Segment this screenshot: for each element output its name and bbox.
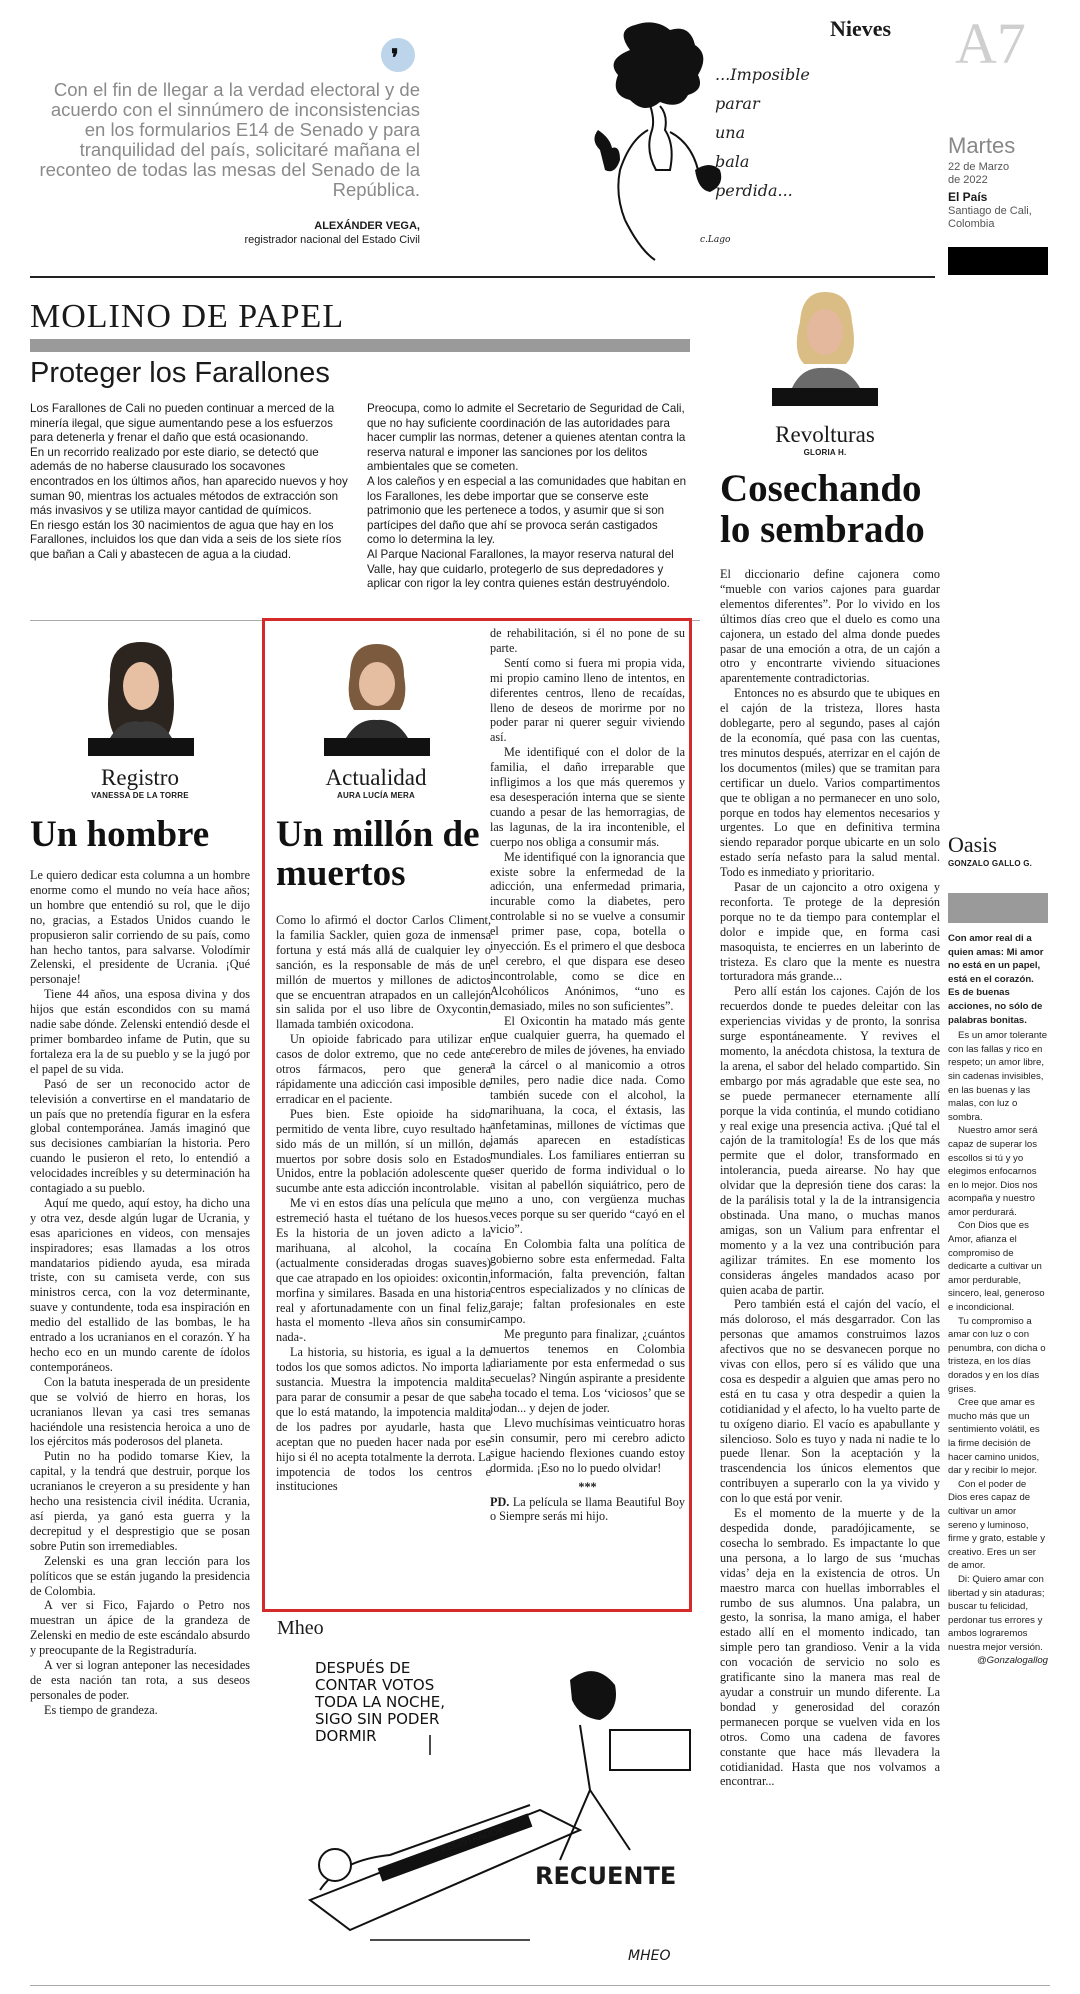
paragraph: A los caleños y en especial a las comunidades que habitan en los Farallones, les debe importar que se conserve este patrimonio que les pertenece a todos, y asumir que si son partícipes del daño que ahí se provoca serán castigados como lo determina la ley. [367, 474, 687, 547]
paragraph: Con el poder de Dios eres capaz de cultivar un amor sereno y luminoso, firme y grato, estable y creativo. Eres un ser de amor. [948, 1478, 1046, 1572]
paragraph: Aquí me quedo, aquí estoy, ha dicho una y otra vez, desde algún lugar de Ucrania, y esas apariciones en videos, con mensajes inspiradores; esas llamadas a los otros mandatarios pidiendo ayuda, esa mirada triste, con su camiseta verde, con sus ministros cerca, con la voz determinante, suave y contundente, toda esa inspiración en medio del estallido de las bombas, le ha entrado a los ucranianos en el corazón. Y ha hecho eco en un mundo carente de ídolos contemporáneos. [30, 1195, 250, 1374]
paragraph: de rehabilitación, si él no pone de su parte. [490, 626, 685, 655]
paragraph: Como lo afirmó el doctor Carlos Climent, la familia Sackler, quien goza de inmensa fortuna y está más allá de cualquier ley o sanción, es la responsable de más de un millón de muertos y millones de adictos que se encuentran atrapados en un callejón sin salida por el uso libre de Oxycontin, llamada también oxicodona. [276, 913, 491, 1032]
molino-gray-bar [30, 339, 690, 352]
paragraph: Con Dios que es Amor, afianza el compromiso de dedicarte a cultivar un amor perdurable, sincero, leal, generoso e incondicional. [948, 1220, 1045, 1314]
cartoon-sign: RECUENTE [535, 1862, 677, 1890]
column-name: Oasis [948, 832, 997, 857]
date: 22 de Marzo de 2022 [948, 161, 1010, 186]
day: Martes [948, 133, 1016, 158]
cartoon-title: Mheo [277, 1617, 324, 1639]
city: Santiago de Cali, Colombia [948, 205, 1032, 230]
column-author: GLORIA H. [803, 448, 847, 457]
cartoon-speech: DESPUÉS DE CONTAR VOTOS TODA LA NOCHE, SIGO SIN PODER DORMIR [315, 1659, 446, 1745]
column-author: AURA LUCÍA MERA [337, 791, 415, 800]
molino-col2 [367, 402, 687, 592]
black-box [948, 247, 1048, 275]
paragraph: Al Parque Nacional Farallones, la mayor reserva natural del Valle, hay que cuidarlo, protegerlo de sus depredadores y aplicar con rigor la ley contra quienes están destruyéndolo. [367, 547, 674, 591]
paragraph: A ver si Fico, Fajardo o Petro nos muestran un ápice de la grandeza de Zelenski en medio de este escándalo absurdo y preocupante de la Registraduría. [30, 1598, 250, 1658]
paragraph: Preocupa, como lo admite el Secretario de Seguridad de Cali, que no hay suficiente coordinación de las autoridades para hacer cumplir las normas, detener a quienes atentan contra la reserva natural e imponer las sanciones por los delitos ambientales que se cometen. [367, 402, 686, 474]
paragraph: Zelenski es una gran lección para los políticos que se están jugando la presidencia de Colombia. [30, 1553, 250, 1598]
paragraph: Me identifiqué con el dolor de la familia, el daño irreparable que infligimos a los que más queremos y esa desesperación interna que se siente cuando a pesar de las hemorragias, de las lagunas, de la ira incontenible, el cuerpo nos obliga a consumir más. [490, 745, 685, 849]
paragraph: Es el momento de la muerte y de la despedida donde, paradójicamente, se cosecha lo sembrado. Es impactante lo que una persona, a lo largo de sus ‘muchas vidas’ deja en la existencia de otros. Un maestro marca con huellas imborrables el rumbo de sus alumnos. Una palabra, un gesto, la sonrisa, la mano amiga, el haber estado allí en el momento indicado, tan simple pero tan grandioso. Venir a la vida con vocación de servicio no solo es gratificante sino la manera mas real de ayudar a construir un mundo diferente. La bondad y generosidad del corazón permanecen porque se vuelven vida en los otros. Como una cadena de favores constante que hace más llevadera la cotidianidad. Hasta que nos volvamos a encontrar... [720, 1506, 940, 1789]
author-photo [324, 632, 430, 756]
paragraph: Di: Quiero amar con libertad y sin ataduras; buscar tu felicidad, perdonar tus errores y ambos lograremos nuestra mejor versión. [948, 1573, 1045, 1653]
paragraph: El Oxicontin ha matado más gente que cualquier guerra, ha quemado el cerebro de miles de jóvenes, ha enviado a la cárcel o al manicomio a otros miles, pero nadie dice nada. Como también sucede con el alcohol, la marihuana, la coca, el éxtasis, las anfetaminas, millones de víctimas que jamás aparecen en estadísticas mundiales. Los familiares entierran su ser querido de forma individual o lo visitan al pabellón siquiátrico, pero de uno a uno, con vergüenza muchas veces porque su ser querido “cayó en el vicio”. [490, 1013, 685, 1237]
paragraph: Me identifiqué con la ignorancia que existe sobre la enfermedad de la adicción, una enfermedad primaria, incurable como la diabetes, pero controlable si no se vuelve a consumir el primer pase, copa, botella o inyección. Es el primero el que desboca el cerebro, el que dispara ese deseo incontrolable, como se dice en Alcohólicos Anónimos, “uno es demasiado, miles no son suficientes”. [490, 849, 685, 1013]
column-author: VANESSA DE LA TORRE [91, 791, 189, 800]
header-quote: Con el fin de llegar a la verdad electoral y de acuerdo con el sinnúmero de inconsistencias en los formularios E14 de Senado y para tranquilidad del país, solicitaré mañana el reconteo de todas las mesas del Senado de la República. [39, 79, 420, 200]
cartoon-tag: REGISTRADOR [440, 1825, 506, 1855]
paragraph: Es tiempo de grandeza. [44, 1702, 158, 1717]
author-photo [772, 282, 878, 406]
column-name: Registro [101, 765, 179, 790]
quote-role: registrador nacional del Estado Civil [244, 234, 420, 246]
cartoon-text: ...Imposible parar una bala perdida... [715, 65, 810, 200]
paragraph: El diccionario define cajonera como “mueble con varios cajones para guardar elementos diferentes”. Por lo vivido en los últimos días creo que el duelo es como una cajonera, un estado del alma donde puedes pasar de una emoción a otra, de un cajón a otro y encontrarte viviendo situaciones aparentemente contradictorias. [720, 567, 940, 686]
molino-col1 [30, 402, 350, 563]
article-title: Un millón de muertos [276, 814, 480, 894]
registro-body [30, 868, 250, 1718]
paragraph: Me pregunto para finalizar, ¿cuántos muertos tenemos en Colombia diariamente por esta enfermedad o sus secuelas? Ningún aspirante a presidente ha tocado el tema. Los ‘viciosos’ que se jodan... y dejen de joder. [490, 1326, 685, 1416]
paper-name: El País [948, 190, 988, 204]
pd-text: La película se llama Beautiful Boy o Siempre serás mi hijo. [490, 1494, 685, 1524]
molino-section-title: MOLINO DE PAPEL [30, 298, 345, 335]
revolturas-body [720, 567, 940, 1789]
paragraph: Me vi en estos días una película que me estremeció hasta el tuétano de los huesos. Es la historia de un joven adicto a la marihuana, al alcohol, la cocaína (actualmente consideradas drogas suaves) que cae atrapado en los opioides: oxicontin, morfina y similares. Basada en una historia real y afortunadamente con un final feliz, hasta el momento -lleva años sin consumir nada-. [276, 1196, 491, 1345]
paragraph: Los Farallones de Cali no pueden continuar a merced de la minería ilegal, que sigue aumentando pese a los esfuerzos para detenerla y frenar el daño que está ocasionando. [30, 402, 335, 445]
paragraph: A ver si logran anteponer las necesidades de esta nación tan rota, a sus deseos personales de poder. [30, 1658, 250, 1702]
cartoon-signature: MHEO [628, 1948, 671, 1964]
footer-rule [30, 1985, 1050, 1986]
quote-icon: ❜ [381, 38, 415, 72]
column-author: GONZALO GALLO G. [948, 859, 1033, 868]
paragraph: La historia, su historia, es igual a la de todos los que somos adictos. No importa la sustancia. Muestra la impotencia maldita para parar de consumir a pesar de que sabe que lo está matando, la impotencia maldita de los padres por ayudarle, hasta que aceptan que no pueden hacer nada por ese hijo si él no acepta totalmente la derrota. La impotencia de todos los centros e instituciones [276, 1345, 491, 1494]
oasis-handle: @Gonzalogallog [976, 1655, 1048, 1667]
paragraph: Cree que amar es mucho más que un sentimiento volátil, es la firme decisión de hacer camino unidos, dar y recibir lo mejor. [948, 1397, 1040, 1477]
oasis-lead: Con amor real di a quien amas: Mi amor no está en un papel, está en el corazón. Es de buenas acciones, no sólo de palabras bonitas. [948, 933, 1044, 1026]
oasis-body [948, 932, 1048, 1668]
paragraph: Sentí como si fuera mi propia vida, mi propio camino lleno de intentos, en diferentes centros, lleno de recaídas, lleno de deseos de morirme por no poder parar ni querer seguir viviendo así. [490, 655, 685, 745]
paragraph: Le quiero dedicar esta columna a un hombre enorme como el mundo no veía hace años; un hombre que entendió su rol, que le dijo no, gracias, a Estados Unidos cuando le propusieron salir corriendo de su país, como han hecho tantos, para salvarse. Volodímir Zelenski, el presidente de Ucrania. ¡Qué personaje! [30, 868, 250, 987]
paragraph: En riesgo están los 30 nacimientos de agua que hay en los Farallones, incluidos los que dan vida a seis de los siete ríos que bañan a Cali y abastecen de agua a la ciudad. [30, 518, 342, 561]
molino-title: Proteger los Farallones [30, 357, 330, 389]
page-letter: A7 [955, 11, 1026, 76]
column-name: Revolturas [775, 422, 875, 447]
paragraph: Pues bien. Este opioide ha sido permitido de venta libre, cuyo resultado ha sido más de un millón, sí un millón, de muertos por sobre dosis solo en Estados Unidos, entre la población adolescente que sucumbe ante esta adicción incontrolable. [276, 1106, 491, 1196]
paragraph: Tiene 44 años, una esposa divina y dos hijos que están escondidos con su mamá nadie sabe dónde. Zelenski entendió desde el primer bombardeo infame de Putin, que su fortaleza era la de su pueblo y se la jugó por el papel de su vida. [30, 987, 250, 1076]
paragraph: Un opioide fabricado para utilizar en casos de dolor extremo, que no cede ante otros fármacos, pero que genera rápidamente una adicción casi imposible de erradicar en el paciente. [276, 1032, 491, 1106]
column-name: Actualidad [325, 765, 427, 790]
author-photo [88, 630, 194, 756]
paragraph: Pero también está el cajón del vacío, el más doloroso, el más desgarrador. Con las personas que amamos construimos lazos afectivos que no se desvanecen porque no vivas con ellos, pero sí es válido que una cosa es despedir a alguien que amas pero no está en tu casa y otra despedir a quien la cotidianidad y el afecto, lo ha vuelto parte de tu oxígeno diario. El vacío es apabullante y silencioso. Solo es tuyo y nada ni nadie te lo puede llenar. Son la aceptación y la trascendencia los únicos elementos que contribuyen a superarlo con la ya vivido y con lo que está por venir. [720, 1297, 940, 1506]
cartoon-signature: c.Lago [700, 235, 731, 245]
article-title: Un hombre [30, 814, 210, 855]
paragraph: Pasó de ser un reconocido actor de televisión a convertirse en el mandatario de un país que no pretendía figurar en la esfera global contemporánea. Jamás imaginó que sus decisiones cambiarían la historia. Pero cuando le pusieron el reto, lo entendió a velocidades increíbles y su determinación ha contagiado a su pueblo. [30, 1076, 250, 1196]
oasis-gray-bar [948, 893, 1048, 923]
paragraph: Entonces no es absurdo que te ubiques en el cajón de la tristeza, llores hasta doblegarte, pero al segundo, pases al cajón de la economía, qué pasa con las cuentas, tres minutos después, aterrizar en el cajón de los documentos (miles) que se tramitan para certificar un duelo. Varios compartimentos que te obligan a no permanecer en uno solo, porque en todos hay elementos necesarios y urgentes. Lo que en definitiva termina siendo reparador porque ubicarte en un solo estado sería nefasto para la salud mental. Todo es inmediato y prioritario. [720, 686, 940, 880]
paragraph: En Colombia falta una política de gobierno sobre esta enfermedad. Falta información, falta prevención, faltan centros especializados y no clínicas de garaje; faltan profesionales en este campo. [490, 1237, 685, 1326]
separator-stars: *** [578, 1479, 597, 1494]
paragraph: En un recorrido realizado por este diario, se detectó que además de no haberse clausurado los socavones encontrados en los últimos años, han aparecido nuevos y hoy suman 90, mientras los actuales métodos de extracción son más invasivos y se utiliza mayor cantidad de químicos. [30, 445, 348, 518]
paragraph: Putin no ha podido tomarse Kiev, la capital, y la tendrá que destruir, porque los ucranianos le creyeron a su presidente y han hecho una resistencia civil inédita. Ucrania, así pierda, ya ganó esta guerra y la decrepitud y el desprestigio que se posan sobre Putin son irremediables. [30, 1449, 250, 1553]
cartoon-title: Nieves [830, 16, 892, 41]
paragraph: Nuestro amor será capaz de superar los escollos si tú y yo elegimos enfocarnos en lo mejor. Dios nos acompaña y nuestro amor perdurará. [948, 1125, 1038, 1218]
header-rule [30, 276, 935, 278]
paragraph: Pasar de un cajoncito a otro oxigena y reconforta. Te protege de la depresión porque no te da tiempo para contemplar el dolor e impide que, en forma casi masoquista, te encierres en un laberinto de tristeza. Es claro que la mente es nuestra torturadora más grande... [720, 880, 940, 984]
pd-label: PD. [490, 1494, 510, 1509]
paragraph: Tu compromiso a amar con luz o con penumbra, con dicha o tristeza, en los días dorados y en los días grises. [948, 1315, 1046, 1395]
actualidad-col2 [490, 626, 685, 1524]
paragraph: Llevo muchísimas veinticuatro horas sin consumir, pero mi cerebro adicto sigue haciendo flexiones cuando estoy dormida. ¡Eso no lo puedo olvidar! [490, 1416, 685, 1475]
article-title: Cosechando lo sembrado [720, 467, 925, 551]
paragraph: Es un amor tolerante con las fallas y rico en respeto; un amor libre, sin cadenas invisibles, en las buenas y las malas, con luz o sombra. [948, 1030, 1048, 1123]
paragraph: Con la batuta inesperada de un presidente que se volvió de hierro en horas, los ucranianos llevan ya casi tres semanas haciéndole una resistencia heroica a uno de los ejércitos más poderosos del planeta. [30, 1374, 250, 1449]
paragraph: Pero allí están los cajones. Cajón de los recuerdos donde te puedes deleitar con las experiencias vividas y de pronto, la sonrisa surge espontáneamente. Y revives el momento, la anécdota chistosa, la textura de la arena, el sabor del helado compartido. Sin embargo por más agradable que este sea, no se puede permanecer eternamente allí porque la vida continúa, el mundo cotidiano y real exige una presencia activa. ¡Qué tal el cajón de la tramitología! Es de los que más permite que el dolor, transformado en intolerancia, pueda airearse. No hay que olvidar que la depresión tiene dos caras: la de la parálisis total y la de la intransigencia obstinada. Una mano, o muchas manos amigas, son un Valium para enfrentar el momento y a la vez una contribución para agilizar trámites. En ese momento los consideras ángeles mandados acaso por quien acaba de partir. [720, 984, 940, 1297]
actualidad-col1 [276, 913, 491, 1494]
quote-author: ALEXÁNDER VEGA, [314, 220, 420, 232]
